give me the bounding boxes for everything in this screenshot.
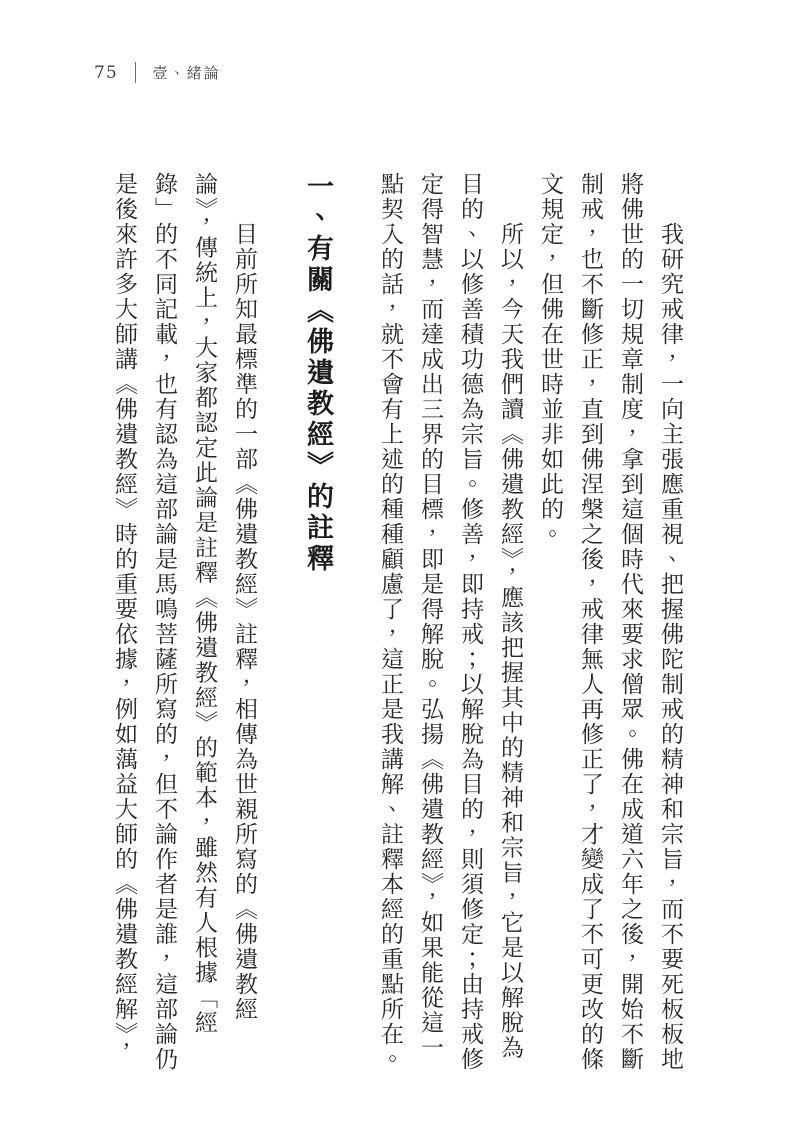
vertical-text-block: [104, 172, 690, 1072]
paragraph-3: 目前所知最標準的一部《佛遺教經》註釋，相傳為世親所寫的《佛遺教經論》，傳統上，大家都認定此論是註釋《佛遺教經》的範本，雖然有人根據「經錄」的不同記載，也有認為這部論是馬鳴菩薩所寫的，但不論作者是誰，這部論仍是後來許多大師講《佛遺教經》時的重要依據，例如蕅益大師的《佛遺教經解》，: [111, 172, 257, 1072]
paragraph-1: 我研究戒律，一向主張應重視、把握佛陀制戒的精神和宗旨，而不要死板板地將佛世的一切規章制度，拿到這個時代來要求僧眾。佛在成道六年之後，開始不斷制戒，也不斷修正，直到佛涅槃之後，戒律無人再修正了，才變成了不可更改的條文規定，但佛在世時並非如此的。: [537, 172, 683, 1072]
paragraph-2: 所以，今天我們讀《佛遺教經》，應該把握其中的精神和宗旨，它是以解脫為目的、以修善積功德為宗旨。修善，即持戒；以解脫為目的，則須修定；由持戒修定得智慧，而達成出三界的目標，即是得解脫。弘揚《佛遺教經》，如果能從這一點契入的話，就不會有上述的種種顧慮了，這正是我講解、註釋本經的重點所在。: [377, 172, 523, 1072]
running-head: [94, 62, 221, 83]
section-heading: 一、有關《佛遺教經》的註釋: [302, 172, 333, 575]
chapter-title: 壹、緒論: [152, 64, 221, 82]
header-divider: [135, 62, 136, 83]
page-number: 75: [94, 62, 118, 83]
